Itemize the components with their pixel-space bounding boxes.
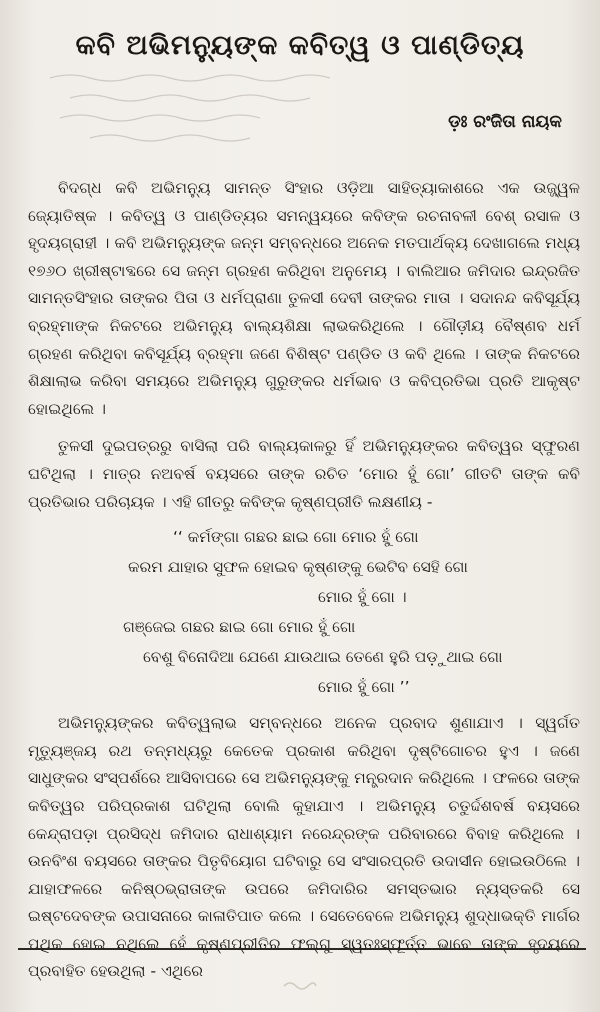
paragraph: ତୁଳସୀ ଦୁଇପତ୍ରରୁ ବାସିଲା ପରି ବାଲ୍ୟକାଳରୁ ହିଁ ଅଭିମନ୍ୟୁଙ୍କର କବିତ୍ୱର ସ୍ଫୁରଣ ଘଟିଥିଲା । ମାତ୍ର ନଅବର୍ଷ ବୟସରେ ତାଙ୍କ ରଚିତ ‘ମୋର ହୁଁ ଗୋ’ ଗୀତଟି ତାଙ୍କ କବି ପ୍ରତିଭାର ପରିଚାୟକ । ଏହି ଗୀତରୁ କବିଙ୍କ କୃଷ୍ଣପ୍ରୀତି ଲକ୍ଷଣୀୟ - (28, 437, 580, 511)
bleed-through-strokes (40, 70, 560, 150)
verse-line: ମୋର ହୁଁ ଗୋ । (318, 588, 407, 607)
footer-rule (18, 948, 586, 950)
verse-line: ‘‘ କର୍ମଙ୍ଗା ଗଛର ଛାଇ ଗୋ ମୋର ହୁଁ ଗୋ (173, 528, 419, 547)
faded-folio-mark (280, 978, 320, 992)
paragraph: ବିଦଗ୍ଧ କବି ଅଭିମନ୍ୟୁ ସାମନ୍ତ ସିଂହାର ଓଡ଼ିଆ ସାହିତ୍ୟାକାଶରେ ଏକ ଉଜ୍ଜ୍ୱଳ ଜ୍ୟୋତିଷ୍କ । କବିତ୍ୱ ଓ ପାଣ୍ଡିତ୍ୟର ସମନ୍ୱୟରେ କବିଙ୍କ ରଚନାବଳୀ ବେଶ୍ ରସାଳ ଓ ହୃଦୟଗ୍ରାହୀ । କବି ଅଭିମନ୍ୟୁଙ୍କ ଜନ୍ମ ସମ୍ବନ୍ଧରେ ଅନେକ ମତପାର୍ଥକ୍ୟ ଦେଖାଗଲେ ମଧ୍ୟ ୧୭୬୦ ଖ୍ରୀଷ୍ଟାବ୍ଦରେ ସେ ଜନ୍ମ ଗ୍ରହଣ କରିଥିବା ଅନୁମେୟ । ବାଲିଆର ଜମିଦାର ଇନ୍ଦ୍ରଜିତ ସାମନ୍ତସିଂହାର ତାଙ୍କର ପିତା ଓ ଧର୍ମପ୍ରାଣା ତୁଳସୀ ଦେବୀ ତାଙ୍କର ମାତା । ସଦାନନ୍ଦ କବିସୂର୍ଯ୍ୟ ବ୍ରହ୍ମାଙ୍କ ନିକଟରେ ଅଭିମନ୍ୟୁ ବାଲ୍ୟଶିକ୍ଷା ଲାଭକରିଥିଲେ । ଗୌଡ଼ୀୟ ବୈଷ୍ଣବ ଧର୍ମ ଗ୍ରହଣ କରିଥିବା କବିସୂର୍ଯ୍ୟ ବ୍ରହ୍ମା ଜଣେ ବିଶିଷ୍ଟ ପଣ୍ଡିତ ଓ କବି ଥିଲେ । ତାଙ୍କ ନିକଟରେ ଶିକ୍ଷାଲାଭ କରିବା ସମୟରେ ଅଭିମନ୍ୟୁ ଗୁରୁଙ୍କର ଧର୍ମଭାବ ଓ କବିପ୍ରତିଭା ପ୍ରତି ଆକୃଷ୍ଟ ହୋଇଥିଲେ । (28, 179, 580, 418)
paragraph: ଅଭିମନ୍ୟୁଙ୍କର କବିତ୍ୱଲାଭ ସମ୍ବନ୍ଧରେ ଅନେକ ପ୍ରବାଦ ଶୁଣାଯାଏ । ସ୍ୱର୍ଗତ ମୃତ୍ୟୁଞ୍ଜୟ ରଥ ତନ୍ମଧ୍ୟରୁ କେତେକ ପ୍ରକାଶ କରିଥିବା ଦୃଷ୍ଟିଗୋଚର ହୁଏ । ଜଣେ ସାଧୁଙ୍କର ସଂସ୍ପର୍ଶରେ ଆସିବାପରେ ସେ ଅଭିମନ୍ୟୁଙ୍କୁ ମନ୍ତ୍ରଦାନ କରିଥିଲେ । ଫଳରେ ତାଙ୍କ କବିତ୍ୱର ପରିପ୍ରକାଶ ଘଟିଥିଲା ବୋଲି କୁହାଯାଏ । ଅଭିମନ୍ୟୁ ଚତୁର୍ଦ୍ଦଶବର୍ଷ ବୟସରେ କେନ୍ଦ୍ରାପଡ଼ା ପ୍ରସିଦ୍ଧ ଜମିଦାର ରାଧାଶ୍ୟାମ ନରେନ୍ଦ୍ରଙ୍କ ପରିବାରରେ ବିବାହ କରିଥିଲେ । ଉନବିଂଶ ବୟସରେ ତାଙ୍କର ପିତୃବିୟୋଗ ଘଟିବାରୁ ସେ ସଂସାରପ୍ରତି ଉଦାସୀନ ହୋଇଉଠିଲେ । ଯାହାଫଳରେ କନିଷ୍ଠଭ୍ରାତାଙ୍କ ଉପରେ ଜମିଦାରିର ସମସ୍ତଭାର ନ୍ୟସ୍ତକରି ସେ ଇଷ୍ଟଦେବଙ୍କ ଉପାସନାରେ କାଳାତିପାତ କଲେ । ସେତେବେଳେ ଅଭିମନ୍ୟୁ ଶୁଦ୍ଧାଭକ୍ତି ମାର୍ଗର ପଥିକ ହୋଇ ନଥିଲେ ହେଁ କୃଷ୍ଣପ୍ରୀତିର ଫଲ୍ଗୁ ସ୍ୱତଃସ୍ଫୂର୍ତ୍ତ ଭାବେ ତାଙ୍କ ହୃଦୟରେ ପ୍ରବାହିତ ହେଉଥିଲା - ଏଥିରେ (28, 714, 580, 981)
song-verse (28, 522, 580, 702)
verse-line: କରମ ଯାହାର ସୁଫଳ ହୋଇବ କୃଷ୍ଣଙ୍କୁ ଭେଟିବ ସେହି ଗୋ (128, 558, 468, 577)
article-title: କବି ଅଭିମନ୍ୟୁଙ୍କ କବିତ୍ୱ ଓ ପାଣ୍ଡିତ୍ୟ (75, 30, 525, 61)
verse-line: ଗଞ୍ଜେଇ ଗଛର ଛାଇ ଗୋ ମୋର ହୁଁ ଗୋ (123, 618, 356, 637)
article-body (28, 175, 580, 986)
page-number-faint (0, 978, 600, 996)
verse-line: ମୋର ହୁଁ ଗୋ ’’ (318, 678, 410, 697)
verse-line: ବେଶୁ ବିନୋଦିଆ ଯେଣେ ଯାଉଥାଇ ତେଣେ ହୁରି ପଡ଼ୁଥାଇ ଗୋ (143, 648, 503, 667)
author-name: ଡ଼ଃ ରଂଜିତା ନାୟକ (448, 112, 562, 132)
